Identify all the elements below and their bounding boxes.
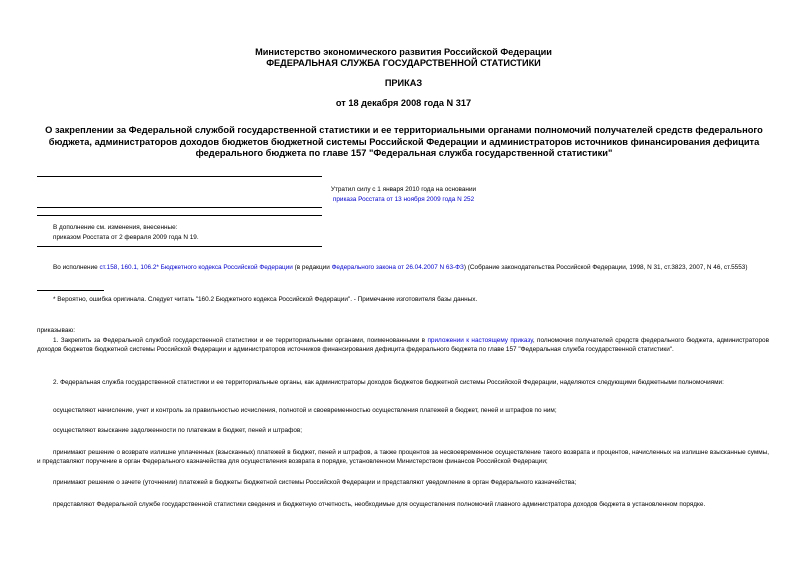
preamble-paragraph <box>37 263 769 272</box>
paragraph-3: осуществляют начисление, учет и контроль за правильностью исчисления, полнотой и своевременностью осуществления платежей в бюджет, пеней и штрафов по ним; <box>53 407 557 414</box>
divider <box>37 215 322 216</box>
paragraph-text: , полномочия получателей средств федерального бюджета, администраторов доходов бюджетов бюджетной системы Российской Федерации и администраторов источников финансирования дефицита федерального бюджета по главе 157 "Федеральная служба государственной статистики". <box>37 337 769 353</box>
paragraph-text: 1. Закрепить за Федеральной службой государственной статистики и ее территориальными органами, поименованными в <box>53 337 428 344</box>
paragraph-1 <box>37 336 769 354</box>
document-date-number: от 18 декабря 2008 года N 317 <box>335 98 472 108</box>
service-name: ФЕДЕРАЛЬНАЯ СЛУЖБА ГОСУДАРСТВЕННОЙ СТАТИСТИКИ <box>266 58 541 68</box>
ministry-name: Министерство экономического развития Российской Федерации <box>255 47 552 57</box>
footnote: * Вероятно, ошибка оригинала. Следует читать "160.2 Бюджетного кодекса Российской Федерации". - Примечание изготовителя базы данных. <box>53 296 478 303</box>
appendix-link[interactable]: приложении к настоящему приказу <box>427 337 533 344</box>
divider <box>37 207 322 208</box>
preamble-text: (в редакции <box>292 264 332 271</box>
preamble-text: Во исполнение <box>53 264 100 271</box>
changes-line: В дополнение см. изменения, внесенные: <box>53 224 178 231</box>
paragraph-5: принимают решение о возврате излишне уплаченных (взысканных) платежей в бюджет, пеней и штрафов, а также процентов за несвоевременное осуществление такого возврата и процентов, начисленных на излишне взысканные суммы, и представляют поручение в орган Федерального казначейства для осуществления возврата в порядке, установленном Министерством финансов Российской Федерации; <box>37 449 769 465</box>
footnote-divider <box>37 290 104 291</box>
preamble-text: ) (Собрание законодательства Российской Федерации, 1998, N 31, ст.3823, 2007, N 46, ст.5553) <box>463 264 748 271</box>
divider <box>37 176 322 177</box>
paragraph-4: осуществляют взыскание задолженности по платежам в бюджет, пеней и штрафов; <box>53 427 303 434</box>
changes-order: приказом Росстата от 2 февраля 2009 года N 19. <box>53 234 199 241</box>
order-word: приказываю: <box>37 327 75 334</box>
paragraph-6: принимают решение о зачете (уточнении) платежей в бюджеты бюджетной системы Российской Федерации и представляют уведомление в орган Федерального казначейства; <box>53 479 577 486</box>
document-type: ПРИКАЗ <box>384 78 423 88</box>
paragraph-7: представляют Федеральной службе государственной статистики сведения и бюджетную отчетность, необходимые для осуществления полномочий главного администратора доходов бюджета в установленном порядке. <box>53 501 706 508</box>
paragraph-2: 2. Федеральная служба государственной статистики и ее территориальные органы, как администраторы доходов бюджетов бюджетной системы Российской Федерации, наделяются следующими бюджетными полномочиями: <box>53 379 724 386</box>
budget-code-link[interactable]: ст.158, 160.1, 106.2* Бюджетного кодекса Российской Федерации <box>99 264 293 271</box>
status-line: Утратил силу с 1 января 2010 года на основании <box>330 186 477 193</box>
status-link[interactable]: приказа Росстата от 13 ноября 2009 года N 252 <box>332 196 475 203</box>
federal-law-link[interactable]: Федерального закона от 26.04.2007 N 63-ФЗ <box>331 264 464 271</box>
document-title: О закреплении за Федеральной службой государственной статистики и ее территориальными органами полномочий получателей средств федерального бюджета, администраторов доходов бюджетов бюджетной системы Российской Федерации и администраторов источников финансирования дефицита федерального бюджета по главе 157 "Федеральная служба государственной статистики" <box>45 125 763 158</box>
divider <box>37 246 322 247</box>
